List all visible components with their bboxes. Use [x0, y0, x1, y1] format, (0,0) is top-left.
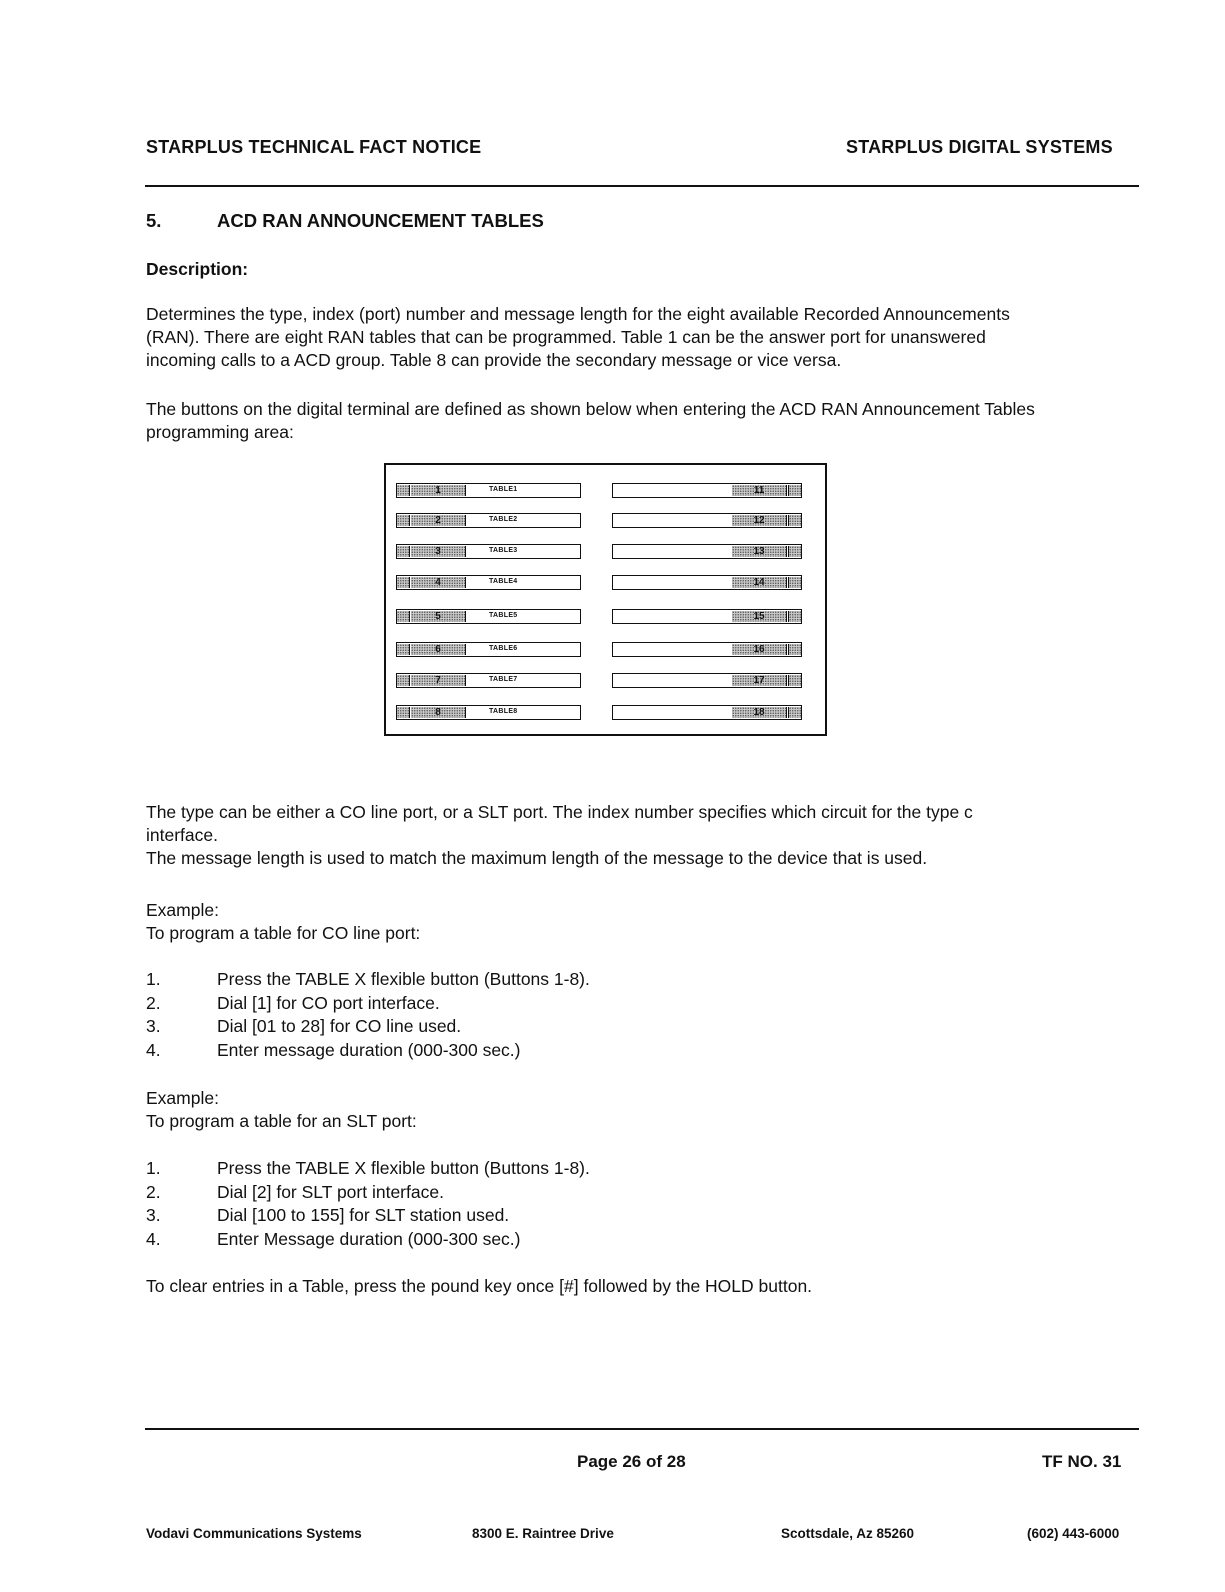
button-lamp — [788, 675, 801, 686]
example-heading: Example: — [146, 1088, 219, 1108]
header-right: STARPLUS DIGITAL SYSTEMS — [846, 137, 1113, 157]
list-item — [146, 1015, 590, 1039]
button-index: 18 — [732, 707, 787, 718]
button-label: TABLE2 — [489, 516, 518, 523]
step-text: Dial [2] for SLT port interface. — [217, 1181, 444, 1202]
button-lamp — [397, 546, 410, 557]
button-index: 1 — [411, 485, 466, 496]
step-number: 2. — [146, 1181, 161, 1202]
clear-note: To clear entries in a Table, press the pound key once [#] followed by the HOLD button. — [146, 1276, 813, 1296]
header-divider — [145, 185, 1139, 187]
button-lamp — [788, 611, 801, 622]
button-lamp — [397, 577, 410, 588]
button-label: TABLE6 — [489, 645, 518, 652]
button-lamp — [397, 644, 410, 655]
button-lamp — [788, 577, 801, 588]
step-number: 1. — [146, 1158, 161, 1178]
step-number: 1. — [146, 969, 161, 989]
button-label: TABLE7 — [489, 676, 518, 683]
flex-button-17 — [612, 673, 802, 688]
step-text: Dial [100 to 155] for SLT station used. — [217, 1205, 510, 1225]
list-item — [146, 1228, 590, 1252]
button-index: 12 — [732, 515, 787, 526]
button-lamp — [788, 515, 801, 526]
table-button-3 — [396, 544, 581, 559]
flex-button-13 — [612, 544, 802, 559]
footer-phone: (602) 443-6000 — [1027, 1526, 1120, 1541]
button-index: 6 — [411, 644, 466, 655]
button-lamp — [788, 644, 801, 655]
type-paragraph — [146, 801, 973, 870]
section-title: ACD RAN ANNOUNCEMENT TABLES — [217, 210, 544, 231]
list-item — [146, 1157, 590, 1181]
button-index: 15 — [732, 611, 787, 622]
example1-steps — [146, 968, 590, 1062]
flex-button-11 — [612, 483, 802, 498]
button-lamp — [397, 485, 410, 496]
description-line: Determines the type, index (port) number and message length for the eight available Recorded Announcements — [146, 304, 1010, 324]
description-line: (RAN). There are eight RAN tables that can be programmed. Table 1 can be the answer port for unanswered — [146, 327, 986, 347]
type-line: interface. — [146, 825, 218, 845]
button-lamp — [397, 675, 410, 686]
button-lamp — [788, 485, 801, 496]
button-index: 4 — [411, 577, 466, 588]
section-number: 5. — [146, 210, 162, 231]
button-lamp — [397, 611, 410, 622]
list-item — [146, 1204, 590, 1228]
button-index: 14 — [732, 577, 787, 588]
button-index: 17 — [732, 675, 787, 686]
buttons-intro-line: programming area: — [146, 422, 294, 442]
table-button-7 — [396, 673, 581, 688]
step-text: Dial [01 to 28] for CO line used. — [217, 1016, 462, 1036]
button-label: TABLE4 — [489, 578, 518, 585]
flex-button-15 — [612, 609, 802, 624]
step-text: Enter message duration (000-300 sec.) — [217, 1039, 521, 1060]
button-index: 7 — [411, 675, 466, 686]
step-text: Press the TABLE X flexible button (Buttons 1-8). — [217, 1158, 590, 1178]
table-button-5 — [396, 609, 581, 624]
button-index: 16 — [732, 644, 787, 655]
table-button-2 — [396, 513, 581, 528]
flex-button-16 — [612, 642, 802, 657]
type-line: The type can be either a CO line port, or a SLT port. The index number specifies which circuit for the type c — [146, 802, 973, 822]
button-lamp — [397, 707, 410, 718]
page-number: Page 26 of 28 — [577, 1452, 686, 1471]
flex-button-14 — [612, 575, 802, 590]
button-label: TABLE8 — [489, 708, 518, 715]
button-index: 5 — [411, 611, 466, 622]
button-label: TABLE3 — [489, 547, 518, 554]
table-button-6 — [396, 642, 581, 657]
button-lamp — [397, 515, 410, 526]
list-item — [146, 992, 590, 1016]
step-number: 3. — [146, 1016, 161, 1036]
button-index: 13 — [732, 546, 787, 557]
flex-button-18 — [612, 705, 802, 720]
step-text: Dial [1] for CO port interface. — [217, 992, 440, 1013]
example1-intro — [146, 899, 420, 945]
example-intro: To program a table for CO line port: — [146, 923, 421, 943]
description-heading: Description: — [146, 259, 249, 279]
button-index: 2 — [411, 515, 466, 526]
button-lamp — [788, 707, 801, 718]
button-index: 11 — [732, 485, 787, 496]
button-lamp — [788, 546, 801, 557]
step-number: 2. — [146, 992, 161, 1013]
footer-company: Vodavi Communications Systems — [146, 1526, 362, 1541]
list-item — [146, 1039, 590, 1063]
example2-intro — [146, 1087, 417, 1133]
button-label: TABLE5 — [489, 612, 518, 619]
type-line: The message length is used to match the maximum length of the message to the device that is used. — [146, 848, 928, 868]
example2-steps — [146, 1157, 590, 1251]
table-button-4 — [396, 575, 581, 590]
step-text: Enter Message duration (000-300 sec.) — [217, 1228, 521, 1249]
buttons-intro-line: The buttons on the digital terminal are defined as shown below when entering the ACD RAN Announcement Tables — [146, 399, 1035, 419]
header-left: STARPLUS TECHNICAL FACT NOTICE — [146, 137, 482, 157]
footer-address: 8300 E. Raintree Drive — [472, 1526, 614, 1541]
tf-number: TF NO. 31 — [1042, 1452, 1122, 1471]
terminal-button-diagram — [384, 463, 827, 736]
table-button-1 — [396, 483, 581, 498]
example-intro: To program a table for an SLT port: — [146, 1111, 417, 1131]
button-index: 3 — [411, 546, 466, 557]
step-number: 3. — [146, 1205, 161, 1225]
footer-divider — [145, 1428, 1139, 1430]
list-item — [146, 968, 590, 992]
button-index: 8 — [411, 707, 466, 718]
section-heading — [146, 210, 544, 232]
footer-city: Scottsdale, Az 85260 — [781, 1526, 915, 1541]
step-text: Press the TABLE X flexible button (Buttons 1-8). — [217, 969, 590, 989]
step-number: 4. — [146, 1228, 161, 1249]
description-paragraph — [146, 303, 1010, 372]
description-line: incoming calls to a ACD group. Table 8 can provide the secondary message or vice versa. — [146, 350, 842, 370]
buttons-intro-paragraph — [146, 398, 1035, 444]
table-button-8 — [396, 705, 581, 720]
example-heading: Example: — [146, 900, 219, 920]
button-label: TABLE1 — [489, 486, 518, 493]
flex-button-12 — [612, 513, 802, 528]
step-number: 4. — [146, 1039, 161, 1060]
list-item — [146, 1181, 590, 1205]
